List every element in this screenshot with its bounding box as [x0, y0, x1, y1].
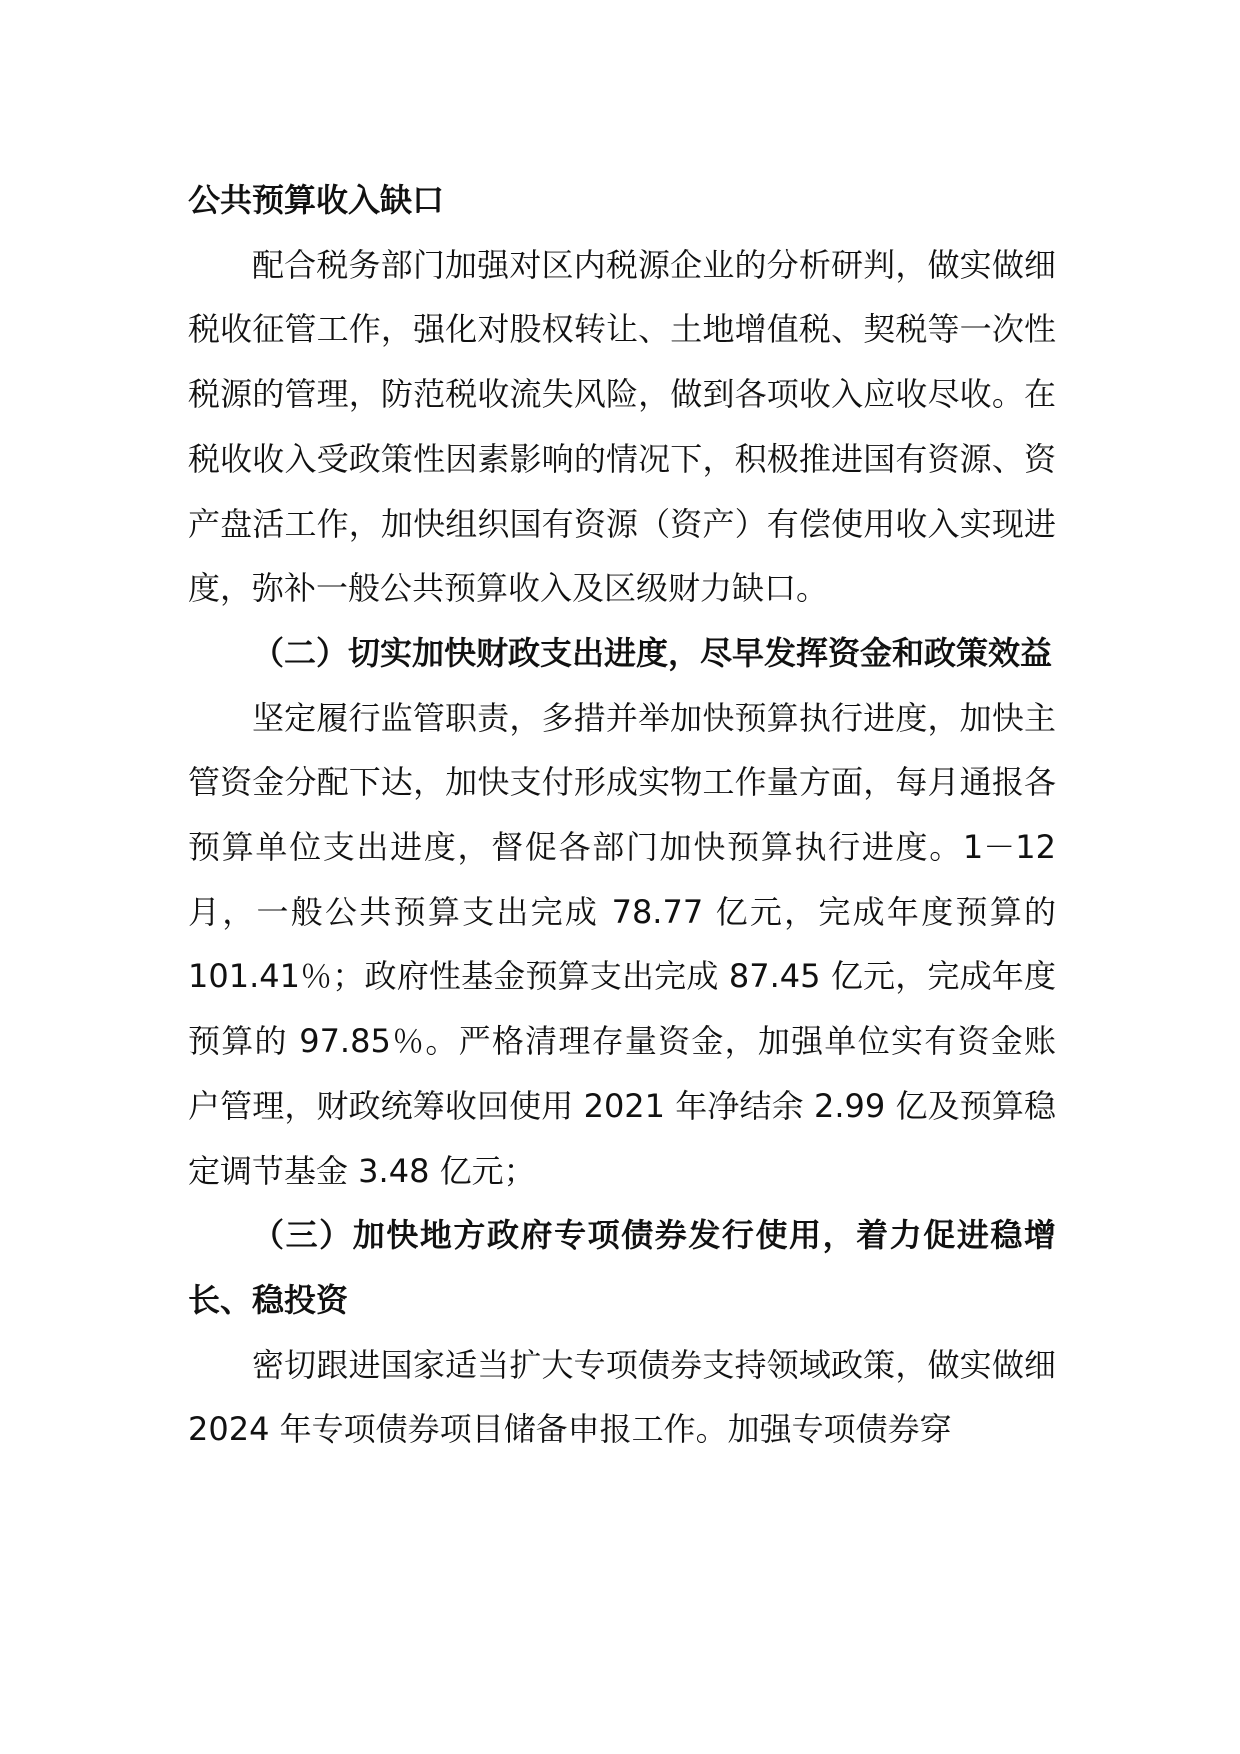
- continued-heading: 公共预算收入缺口: [188, 181, 445, 219]
- section-heading-3: （三）加快地方政府专项债券发行使用，着力促进稳增长、稳投资: [188, 1216, 1056, 1319]
- paragraph-revenue: 配合税务部门加强对区内税源企业的分析研判，做实做细税收征管工作，强化对股权转让、土地增值税、契税等一次性税源的管理，防范税收流失风险，做到各项收入应收尽收。在税收收入受政策性因素影响的情况下，积极推进国有资源、资产盘活工作，加快组织国有资源（资产）有偿使用收入实现进度，弥补一般公共预算收入及区级财力缺口。: [188, 245, 1056, 608]
- document-page: [188, 168, 1056, 1462]
- paragraph-bonds: 密切跟进国家适当扩大专项债券支持领域政策，做实做细 2024 年专项债券项目储备申报工作。加强专项债券穿: [188, 1345, 1056, 1449]
- section-heading-2: （二）切实加快财政支出进度，尽早发挥资金和政策效益: [252, 633, 1053, 672]
- paragraph-expenditure: 坚定履行监管职责，多措并举加快预算执行进度，加快主管资金分配下达，加快支付形成实物工作量方面，每月通报各预算单位支出进度，督促各部门加快预算执行进度。1－12 月，一般公共预算支出完成 78.77 亿元，完成年度预算的 101.41％；政府性基金预算支出完成 87.45 亿元，完成年度预算的 97.85％。严格清理存量资金，加强单位实有资金账户管理，财政统筹收回使用 2021 年净结余 2.99 亿及预算稳定调节基金 3.48 亿元；: [188, 698, 1056, 1190]
